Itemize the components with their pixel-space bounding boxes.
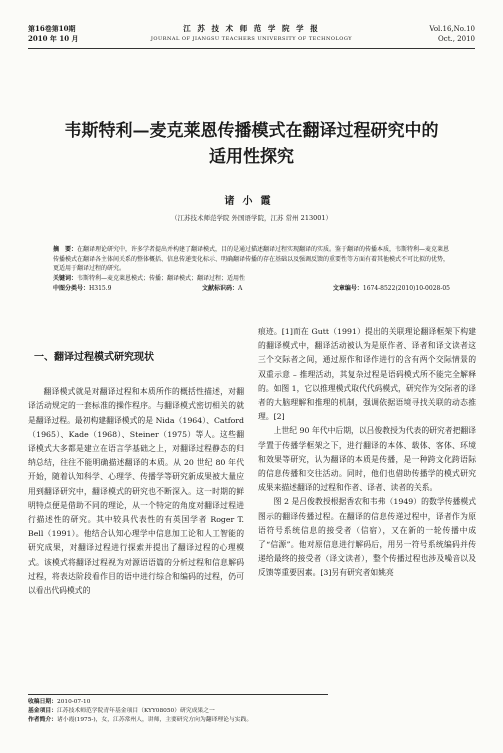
received-date: 收稿日期：2010-07-10 bbox=[28, 699, 91, 705]
fund-info: 基金项目：江苏技术师范学院青年基金项目（KYY08050）研究成果之一 bbox=[28, 708, 215, 714]
body-paragraph: 上世纪 90 年代中后期，以吕俊教授为代表的研究者把翻译学置于传播学框架之下，进行翻译的本体、载体、客体、环境和效果等研究，认为翻译的本质是传播，是一种跨文化跨语际的信息传播和交往活动。同时，他们也借助传播学的模式研究成果来描述翻译的过程和作者、译者、读者的关系。 bbox=[258, 426, 476, 493]
abstract-text: 在翻译理论研究中，许多学者提出并构建了翻译模式，目的是通过描述翻译过程实现翻译的实质。鉴于翻译的传播本质，韦斯特利—麦克莱恩传播模式在翻译各主体间关系的整体概括、信息传递变化标示、明确翻译传播的存在基础以及强调反馈的重要性等方面有着其他模式不可比拟的优势，更适用于翻译过程的研究。 bbox=[53, 246, 450, 273]
author-name: 诸小霞 bbox=[224, 196, 279, 207]
title-line-2: 适用性探究 bbox=[209, 147, 294, 167]
left-column bbox=[28, 325, 244, 598]
article-title bbox=[20, 118, 483, 170]
header-right bbox=[429, 24, 475, 44]
keywords-text: 韦斯特利—麦克莱恩模式；传播；翻译模式；翻译过程；适用性 bbox=[77, 274, 246, 282]
body-paragraph: 图 2 是吕俊教授根据香农和韦弗（1949）的数学传播模式图示的翻译传播过程。在翻译的信息传递过程中，译者作为原语符号系统信息的接受者（信宿），又在新的一轮传播中成了“信源”。他对原信息进行解码后，用另一符号系统编码并传递给最终的接受者（译文读者），整个传播过程也涉及噪音以及反馈等重要因素。[3]另有研究者如姚亮 bbox=[258, 497, 476, 578]
body-paragraph: 翻译模式就是对翻译过程和本质所作的概括性描述，对翻译活动规定的一套标准的操作程序。与翻译模式密切相关的就是翻译过程。最初构建翻译模式的是 Nida（1964）、Catford（1965）、Kade（1968）、Steiner（1975）等人。这些翻译模式大多都是建立在语言学基础之上，对翻译过程静态的归纳总结，往往不能明确描述翻译的本质。从 20 世纪 80 年代开始，随着认知科学、心理学、传播学等研究新成果被大量应用到翻译研究中，翻译模式的研究也不断深入。这一时期的鲜明特点便是借助不同的理论，从一个特定的角度对翻译过程进行描述性的研究。其中较具代表性的有英国学者 Roger T. Bell（1991）。他结合认知心理学中信息加工论和人工智能的研究成果，对翻译过程进行探索并提出了翻译过程的心理模式。该模式将翻译过程视为对源语语篇的分析过程和信息解码过程，将表达阶段看作目的语中进行综合和编码的过程，仍可以看出代码模式的 bbox=[28, 387, 244, 596]
document-code: 文献标识码：A bbox=[201, 285, 243, 293]
right-column bbox=[258, 325, 476, 581]
date-cn: 2010 年 10 月 bbox=[28, 34, 79, 43]
running-header bbox=[28, 22, 475, 49]
volume-cn: 第16卷第10期 bbox=[28, 24, 76, 33]
keywords-label: 关键词： bbox=[53, 274, 78, 282]
abstract-label: 摘 要： bbox=[53, 246, 78, 253]
section-heading: 一、翻译过程模式研究现状 bbox=[34, 352, 154, 363]
header-center bbox=[28, 24, 475, 44]
abstract bbox=[53, 245, 450, 274]
clc-number: 中图分类号：H315.9 bbox=[53, 285, 112, 293]
journal-name-cn: 江 苏 技 术 师 范 学 院 学 报 bbox=[183, 24, 320, 33]
keywords bbox=[53, 274, 450, 284]
article-id: 文章编号：1674-8522(2010)10-0028-05 bbox=[332, 285, 450, 293]
body-paragraph: 痕迹。[1]而在 Gutt（1991）提出的关联理论翻译框架下构建的翻译模式中，翻译活动被认为是原作者、译者和译文读者这三个交际者之间，通过原作和译作进行的含有两个交际情景的双重示意 – 推理活动，其复杂过程是语码模式所不能完全解释的。如图 1，它以推理模式取代代码模式，研究作为交际者的译者的大脑理解和推理的机制，强调依据语境寻找关联的动态推理。[2] bbox=[258, 327, 476, 422]
abstract-block bbox=[53, 245, 450, 294]
footnote bbox=[28, 694, 328, 725]
volume-en: Vol.16,No.10 bbox=[429, 25, 475, 33]
journal-name-en: JOURNAL OF JIANGSU TEACHERS UNIVERSITY OF TECHNOLOGY bbox=[150, 36, 353, 42]
date-en: Oct., 2010 bbox=[438, 35, 475, 43]
classification-row bbox=[53, 284, 450, 294]
title-line-1: 韦斯特利—麦克莱恩传播模式在翻译过程研究中的 bbox=[64, 121, 439, 141]
author-bio: 作者简介：诸小霞(1975-)，女，江苏常州人，讲师，主要研究方向为翻译理论与实践。 bbox=[28, 717, 253, 723]
author-affiliation: （江苏技术师范学院 外国语学院，江苏 常州 213001） bbox=[170, 214, 332, 222]
